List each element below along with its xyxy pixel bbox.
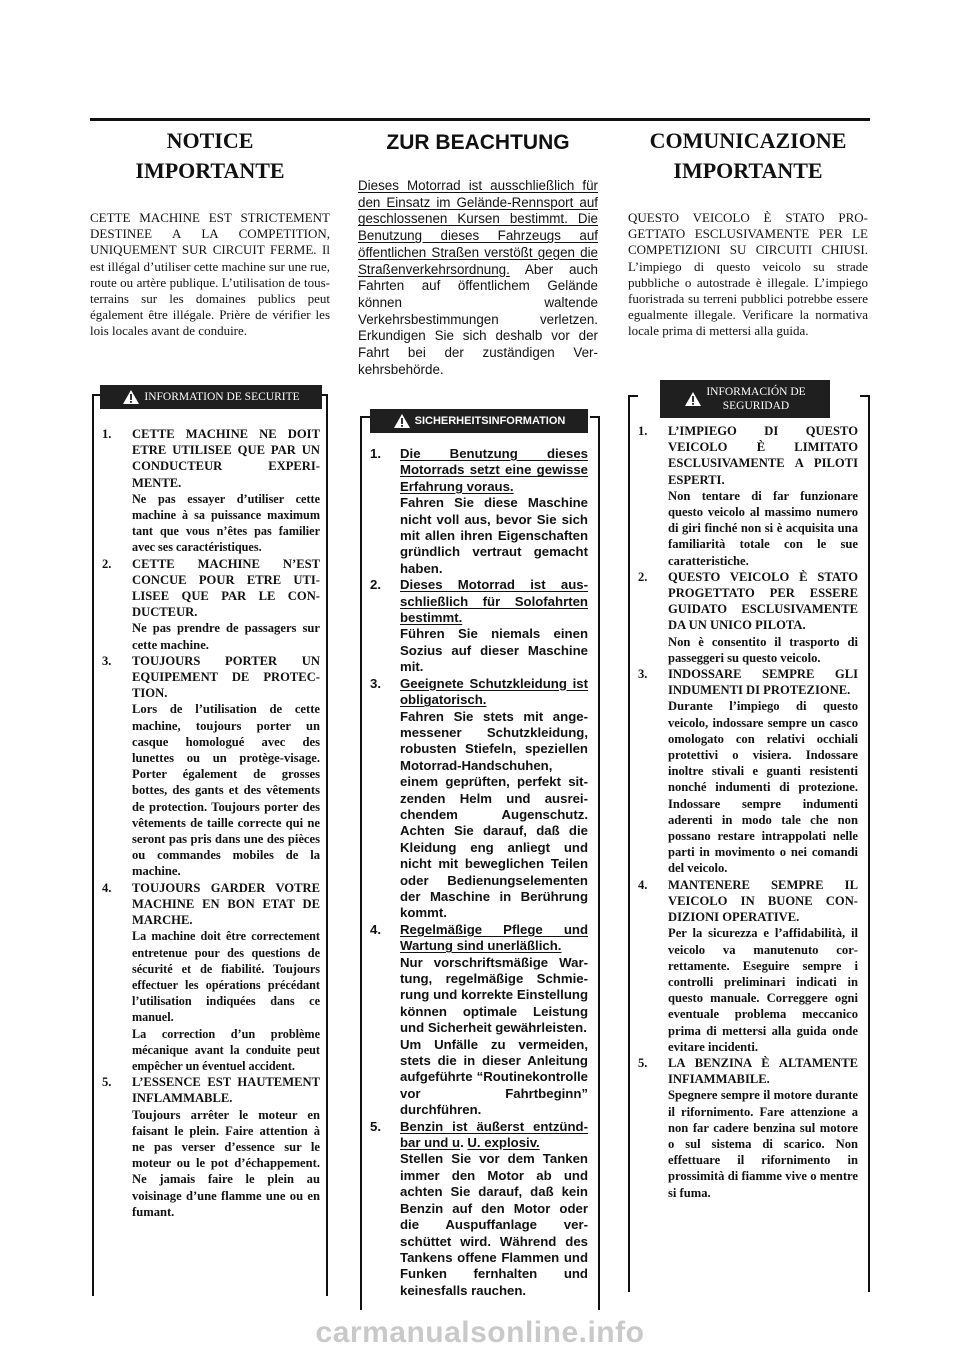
warning-icon: [122, 389, 140, 405]
german-title: ZUR BEACHTUNG: [386, 131, 570, 154]
column-italian: [628, 126, 868, 340]
italian-intro: QUESTO VEICOLO È STATO PROGETTATO ESCLUSIVAMENTE PER LE COMPETIZIONI SU CIRCUITI CHIUSI. L’impiego di questo veicolo su strade pubbliche o autostrade è illegale. L’impiego fuoristrada su terreni pubblici potrebbe essere egualmente illegale. Verificare la normativa locale prima di mettersi alla guida.: [628, 210, 868, 339]
german-intro-underlined: Dieses Motorrad ist ausschließlich für den Einsatz im Gelände-Rennsport auf geschlossenen Kursen bestimmt. Die Benutzung dieses Fahrzeugs auf öffentlichen Straßen verstößt gegen die Straßenverkehrsordnung.: [358, 178, 598, 277]
german-safety-list: [370, 446, 588, 1299]
french-title-line2: IMPORTANTE: [135, 158, 285, 183]
warning-icon: [393, 413, 411, 429]
german-intro: [358, 178, 598, 378]
list-item: 5. Benzin ist äußerst entzündbar und u. U. explosiv. Stellen Sie vor dem Tanken immer den Motor ab und achten Sie darauf, daß kein Benzin auf den Motor oder die Auspuffanlage verschüttet wird. Während des Tankens offene Flammen und Funken fernhalten und keinesfalls rauchen.: [370, 1118, 588, 1298]
list-item: 2. QUESTO VEICOLO È STATO PROGETTATO PER ESSERE GUIDATO ESCLUSIVAMENTE DA UN UNICO PILOTA. Non è consentito il trasporto di passeggeri su questo veicolo.: [638, 569, 858, 665]
list-item: 2. CETTE MACHINE N’EST CONCUE POUR ETRE UTILISEE QUE PAR LE CONDUCTEUR. Ne pas prendre de passagers sur cette machine.: [102, 556, 320, 652]
list-item: 3. Geeignete Schutzkleidung ist obligatorisch. Fahren Sie stets mit angemessener Schutzkleidung, robusten Stiefeln, speziellen Motorrad-Handschuhen, einem geprüften, perfekt sitzenden Helm und ausreichendem Augenschutz. Achten Sie darauf, daß die Kleidung eng anliegt und nicht mit beweglichen Teilen oder Bedienungselementen der Maschine in Berührung kommt.: [370, 675, 588, 921]
french-safety-label-text: INFORMATION DE SECURITE: [144, 391, 300, 403]
german-safety-label-text: SICHERHEITSINFORMATION: [414, 415, 566, 427]
list-item: 1. L’IMPIEGO DI QUESTO VEICOLO È LIMITATO ESCLUSIVAMENTE A PILOTI ESPERTI. Non tentare di far funzionare questo veicolo al massimo numero di giri finché non si è acquisita una familiarità totale con le sue caratteristiche.: [638, 424, 858, 568]
french-title: [90, 126, 330, 186]
german-intro-rest: Aber auch Fahrten auf öffentlichem Gelände können waltende Verkehrsbestimmungen verletzen. Erkundigen Sie sich deshalb vor der Fahrt bei der zuständigen Verkehrsbehörde.: [358, 261, 598, 377]
german-safety-label: [370, 409, 588, 433]
french-title-line1: NOTICE: [166, 128, 254, 153]
italian-safety-list: [638, 423, 858, 1201]
list-item: 4. MANTENERE SEMPRE IL VEICOLO IN BUONE CONDIZIONI OPERATIVE. Per la sicurezza e l’affidabilità, il veicolo va manutenuto correttamente. Eseguire sempre i controlli preliminari indicati in questo manuale. Correggere ogni eventuale problema meccanico prima di mettersi alla guida onde evitare incidenti.: [638, 877, 858, 1054]
french-safety-list: [102, 426, 320, 1220]
warning-icon: [684, 391, 702, 407]
list-item: 2. Dieses Motorrad ist ausschließlich für Solofahrten bestimmt. Führen Sie niemals einen Sozius auf dieser Maschine mit.: [370, 577, 588, 675]
list-item: 4. TOUJOURS GARDER VOTRE MACHINE EN BON ETAT DE MARCHE. La machine doit être correctement entretenue pour des questions de sécurité et de fiabilité. Toujours effectuer les opérations précédant l’utilisation indiquées dans ce manuel. La correction d’un problème mécanique avant la conduite peut empêcher un éventuel accident.: [102, 880, 320, 1073]
italian-safety-label-text: INFORMACIÓN DE SEGURIDAD: [706, 386, 806, 412]
list-item: 4. Regelmäßige Pflege und Wartung sind unerläßlich. Nur vorschriftsmäßige Wartung, regelmäßige Schmierung und korrekte Einstellung können optimale Leistung und Sicherheit gewährleisten. Um Unfälle zu vermeiden, stets die in dieser Anleitung aufgeführte “Routinekontrolle vor Fahrtbeginn” durchführen.: [370, 921, 588, 1118]
list-item: 5. LA BENZINA È ALTAMENTE INFIAMMABILE. Spegnere sempre il motore durante il rifornimento. Fare attenzione a non far cadere benzina sul motore o sul sistema di scarico. Non effettuare il rifornimento in prossimità di fiamme vive o mentre si fuma.: [638, 1055, 858, 1200]
list-item: 3. TOUJOURS PORTER UN EQUIPEMENT DE PROTECTION. Lors de l’utilisation de cette machine, toujours porter un casque homologué avec des lunettes ou un protège-visage. Porter également de grosses bottes, des gants et des vêtements de protection. Toujours porter des vêtements de taille correcte qui ne seront pas pris dans une des pièces ou commandes mobiles de la machine.: [102, 653, 320, 879]
column-french: [90, 126, 330, 340]
french-intro: CETTE MACHINE EST STRICTEMENT DESTINEE A LA COMPETITION, UNIQUEMENT SUR CIRCUIT FERME. Il est illégal d’utiliser cette machine sur une rue, route ou artère publique. L’utilisation de tous-terrains sur les domaines publics peut également être illégale. Prière de vérifier les lois locales avant de conduire.: [90, 210, 330, 339]
list-item: 3. INDOSSARE SEMPRE GLI INDUMENTI DI PROTEZIONE. Durante l’impiego di questo veicolo, indossare sempre un casco omologato con relativi occhiali protettivi o visiera. Indossare inoltre stivali e guanti resistenti nonché indumenti di protezione. Indossare sempre indumenti aderenti in modo tale che non possano restare intrappolati nelle parti in movimento o nei comandi del veicolo.: [638, 667, 858, 876]
french-safety-label: [100, 385, 322, 409]
list-item: 5. L’ESSENCE EST HAUTEMENT INFLAMMABLE. Toujours arrêter le moteur en faisant le plein. Faire attention à ne pas verser d’essence sur le moteur ou le pot d’échappement. Ne jamais faire le plein au voisinage d’une flamme une ou en fumant.: [102, 1075, 320, 1219]
column-german: [358, 126, 598, 378]
top-rule: [90, 118, 870, 121]
italian-title-line2: IMPORTANTE: [673, 158, 823, 183]
italian-safety-label: [660, 380, 830, 418]
italian-title-line1: COMUNICAZIONE: [649, 128, 847, 153]
watermark: carmanualsonline.info: [315, 1316, 645, 1349]
list-item: 1. CETTE MACHINE NE DOIT ETRE UTILISEE QUE PAR UN CONDUCTEUR EXPERIMENTE. Ne pas essayer d’utiliser cette machine à sa puissance maximum tant que vous n’êtes pas familier avec ses caractéristiques.: [102, 427, 320, 555]
italian-title: [628, 126, 868, 186]
list-item: 1. Die Benutzung dieses Motorrads setzt eine gewisse Erfahrung voraus. Fahren Sie diese Maschine nicht voll aus, bevor Sie sich mit allen ihren Eigenschaften gründlich vertraut gemacht haben.: [370, 446, 588, 576]
